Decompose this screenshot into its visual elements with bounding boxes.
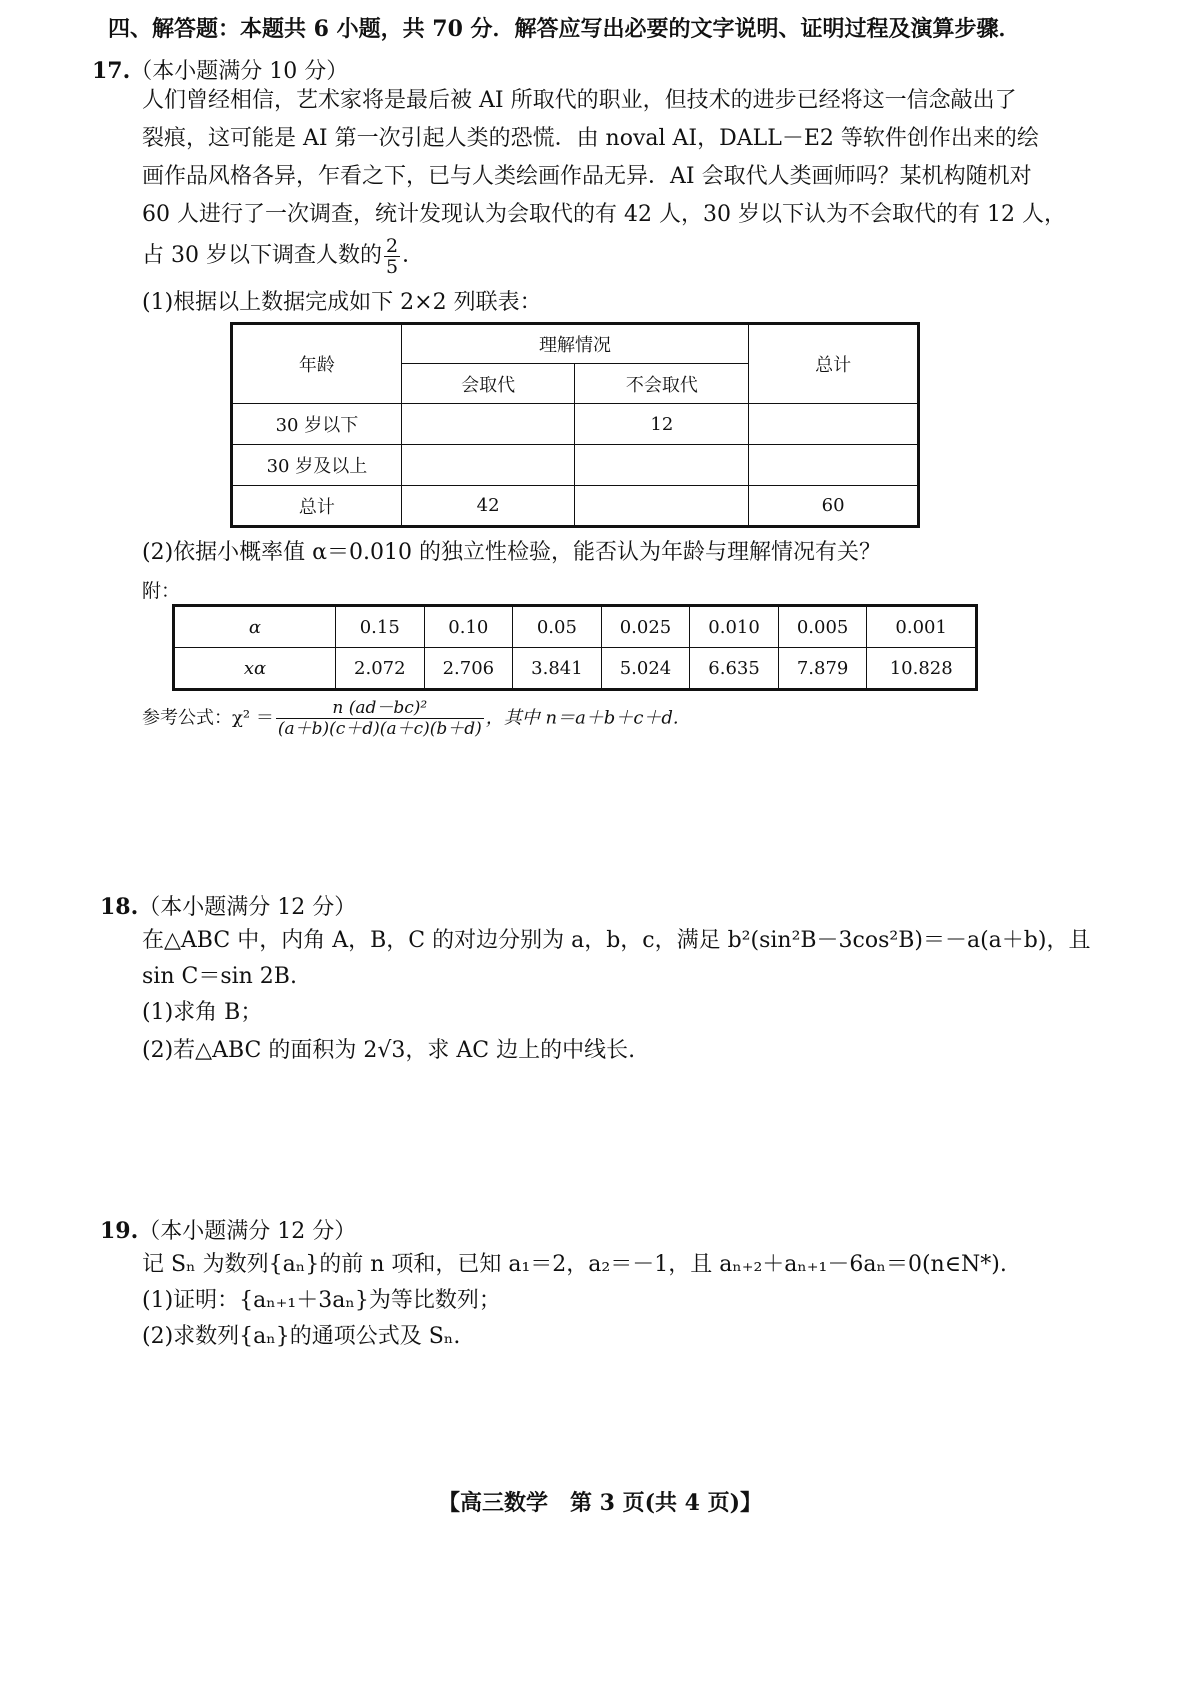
ref-cell: 5.024 [601, 648, 690, 690]
q19-line-1: 记 Sₙ 为数列{aₙ}的前 n 项和，已知 a₁＝2，a₂＝－1，且 aₙ₊₂＋aₙ₊₁－6aₙ＝0(n∈N*). [142, 1252, 1007, 1277]
cell [749, 404, 919, 445]
th-total: 总计 [749, 324, 919, 404]
ref-cell: 0.025 [601, 606, 690, 648]
table-row [232, 445, 919, 486]
page-footer: 【高三数学 第 3 页(共 4 页)】 [437, 1490, 763, 1516]
ref-cell: 0.10 [424, 606, 513, 648]
q17-fraction-den: 5 [385, 255, 399, 278]
ref-cell: 7.879 [778, 648, 867, 690]
cell [401, 404, 575, 445]
q17-part-2: (2)依据小概率值 α＝0.010 的独立性检验，能否认为年龄与理解情况有关？ [142, 540, 881, 565]
q18-part-1: (1)求角 B； [142, 1000, 263, 1025]
contingency-table [230, 322, 920, 528]
ref-cell: 2.706 [424, 648, 513, 690]
q17-line-3: 画作品风格各异，乍看之下，已与人类绘画作品无异．AI 会取代人类画师吗？某机构随机对 [142, 164, 1032, 189]
q17-part-1: (1)根据以上数据完成如下 2×2 列联表： [142, 290, 542, 315]
cell [749, 445, 919, 486]
row-label: 30 岁及以上 [232, 445, 402, 486]
q17-line-5-prefix: 占 30 岁以下调查人数的 [142, 243, 382, 268]
q17-fraction [384, 236, 400, 277]
formula-fraction [276, 698, 484, 739]
q17-line-5 [142, 232, 1102, 280]
q17-line-4: 60 人进行了一次调查，统计发现认为会取代的有 42 人，30 岁以下认为不会取代的有 12 人， [142, 202, 1066, 227]
section-header: 四、解答题：本题共 6 小题，共 70 分．解答应写出必要的文字说明、证明过程及演算步骤． [108, 16, 1021, 42]
table-row [232, 486, 919, 527]
reference-formula [142, 698, 679, 739]
ref-cell: 0.005 [778, 606, 867, 648]
th-age: 年龄 [232, 324, 402, 404]
q18-part-2: (2)若△ABC 的面积为 2√3，求 AC 边上的中线长. [142, 1038, 636, 1063]
q19-part-1: (1)证明：{aₙ₊₁＋3aₙ}为等比数列； [142, 1288, 501, 1313]
table-row [232, 404, 919, 445]
ref-cell: 0.15 [336, 606, 425, 648]
q17-line-1: 人们曾经相信，艺术家将是最后被 AI 所取代的职业，但技术的进步已经将这一信念敲出了 [142, 88, 1017, 113]
cell: 60 [749, 486, 919, 527]
cell [575, 445, 749, 486]
q18-line-2: sin C＝sin 2B. [142, 964, 297, 989]
cell: 12 [575, 404, 749, 445]
ref-cell: 0.05 [513, 606, 602, 648]
ref-row-label-x: xα [174, 648, 336, 690]
th-replace: 会取代 [401, 364, 575, 404]
ref-cell: 3.841 [513, 648, 602, 690]
q18-score: （本小题满分 12 分） [138, 895, 357, 920]
appendix-label: 附： [142, 580, 181, 602]
ref-cell: 6.635 [690, 648, 779, 690]
q17-line-5-suffix: ． [402, 243, 425, 268]
ref-cell: 10.828 [867, 648, 977, 690]
formula-suffix: ，其中 n＝a＋b＋c＋d. [485, 707, 679, 729]
q17-heading [92, 56, 348, 87]
q19-score: （本小题满分 12 分） [138, 1219, 357, 1244]
q17-number: 17. [92, 58, 131, 84]
cell [575, 486, 749, 527]
q17-score: （本小题满分 10 分） [130, 59, 349, 84]
q17-line-2: 裂痕，这可能是 AI 第一次引起人类的恐慌．由 noval AI，DALL－E2 等软件创作出来的绘 [142, 126, 1039, 151]
q18-number: 18. [100, 894, 139, 920]
formula-denominator: (a＋b)(c＋d)(a＋c)(b＋d) [277, 719, 482, 739]
q18-heading [100, 892, 356, 923]
q17-fraction-num: 2 [385, 234, 399, 257]
q19-number: 19. [100, 1218, 139, 1244]
formula-label: 参考公式：χ² ＝ [142, 707, 274, 729]
cell: 42 [401, 486, 575, 527]
ref-cell: 0.010 [690, 606, 779, 648]
cell [401, 445, 575, 486]
q18-line-1: 在△ABC 中，内角 A，B，C 的对边分别为 a，b，c，满足 b²(sin²B－3cos²B)＝－a(a＋b)，且 [142, 928, 1091, 953]
ref-cell: 2.072 [336, 648, 425, 690]
q19-part-2: (2)求数列{aₙ}的通项公式及 Sₙ. [142, 1324, 461, 1349]
chi-square-reference-table [172, 604, 978, 691]
formula-numerator: n (ad－bc)² [276, 698, 484, 719]
row-label: 总计 [232, 486, 402, 527]
q19-heading [100, 1216, 356, 1247]
ref-row-label-alpha: α [174, 606, 336, 648]
row-label: 30 岁以下 [232, 404, 402, 445]
th-understanding: 理解情况 [401, 324, 748, 364]
th-not-replace: 不会取代 [575, 364, 749, 404]
ref-cell: 0.001 [867, 606, 977, 648]
